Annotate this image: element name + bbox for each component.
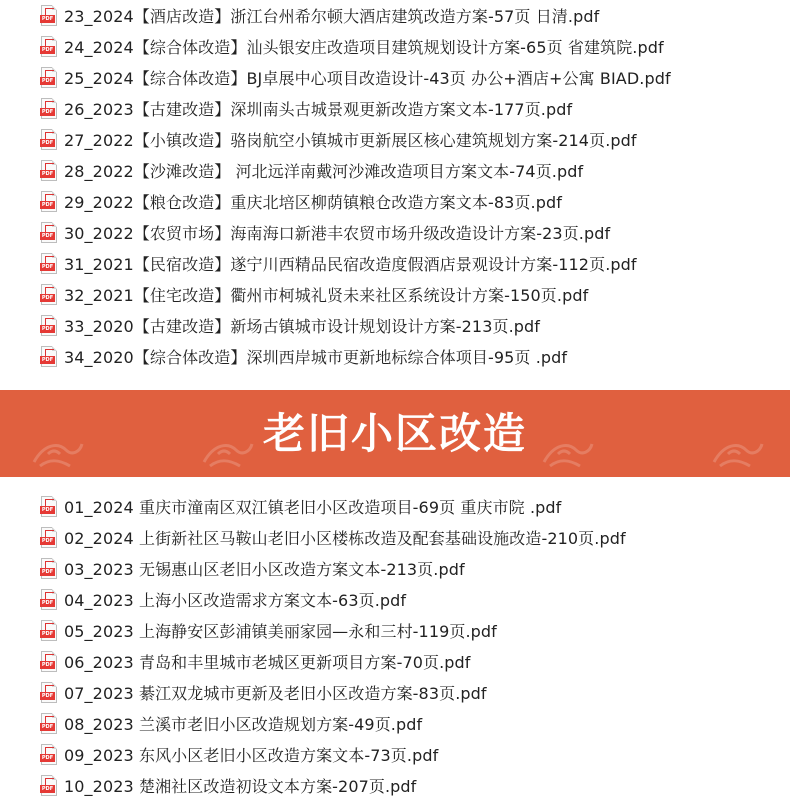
pdf-file-icon: PDF [40, 191, 58, 212]
file-row[interactable] [0, 217, 790, 248]
file-row[interactable] [0, 248, 790, 279]
file-name: 10_2023 楚湘社区改造初设文本方案-207页.pdf [64, 777, 417, 796]
file-name: 33_2020【古建改造】新场古镇城市设计规划设计方案-213页.pdf [64, 317, 541, 336]
file-row[interactable] [0, 341, 790, 372]
pdf-file-icon: PDF [40, 253, 58, 274]
section-title: 老旧小区改造 [262, 409, 527, 458]
file-row[interactable] [0, 646, 790, 677]
file-row[interactable] [0, 310, 790, 341]
file-row[interactable] [0, 186, 790, 217]
file-row[interactable] [0, 0, 790, 31]
file-name: 24_2024【综合体改造】汕头银安庄改造项目建筑规划设计方案-65页 省建筑院.pdf [64, 38, 664, 57]
file-name: 07_2023 綦江双龙城市更新及老旧小区改造方案-83页.pdf [64, 684, 487, 703]
pdf-file-icon: PDF [40, 284, 58, 305]
file-list-bottom [0, 491, 790, 801]
file-row[interactable] [0, 615, 790, 646]
file-row[interactable] [0, 155, 790, 186]
pdf-file-icon: PDF [40, 682, 58, 703]
file-name: 25_2024【综合体改造】BJ卓展中心项目改造设计-43页 办公+酒店+公寓 BIAD.pdf [64, 69, 671, 88]
file-row[interactable] [0, 584, 790, 615]
file-name: 30_2022【农贸市场】海南海口新港丰农贸市场升级改造设计方案-23页.pdf [64, 224, 611, 243]
pdf-file-icon: PDF [40, 496, 58, 517]
file-name: 09_2023 东风小区老旧小区改造方案文本-73页.pdf [64, 746, 439, 765]
pdf-file-icon: PDF [40, 346, 58, 367]
file-row[interactable] [0, 677, 790, 708]
file-name: 01_2024 重庆市潼南区双江镇老旧小区改造项目-69页 重庆市院 .pdf [64, 498, 562, 517]
pdf-file-icon: PDF [40, 67, 58, 88]
file-name: 03_2023 无锡惠山区老旧小区改造方案文本-213页.pdf [64, 560, 465, 579]
pdf-file-icon: PDF [40, 589, 58, 610]
file-row[interactable] [0, 491, 790, 522]
pdf-file-icon: PDF [40, 5, 58, 26]
file-name: 02_2024 上街新社区马鞍山老旧小区楼栋改造及配套基础设施改造-210页.pdf [64, 529, 626, 548]
file-name: 29_2022【粮仓改造】重庆北培区柳荫镇粮仓改造方案文本-83页.pdf [64, 193, 562, 212]
pdf-file-icon: PDF [40, 527, 58, 548]
file-row[interactable] [0, 553, 790, 584]
pdf-file-icon: PDF [40, 775, 58, 796]
file-list-top [0, 0, 790, 372]
pdf-file-icon: PDF [40, 129, 58, 150]
file-name: 28_2022【沙滩改造】 河北远洋南戴河沙滩改造项目方案文本-74页.pdf [64, 162, 584, 181]
file-row[interactable] [0, 708, 790, 739]
file-name: 23_2024【酒店改造】浙江台州希尔顿大酒店建筑改造方案-57页 日清.pdf [64, 7, 600, 26]
file-name: 32_2021【住宅改造】衢州市柯城礼贤未来社区系统设计方案-150页.pdf [64, 286, 589, 305]
pdf-file-icon: PDF [40, 744, 58, 765]
file-row[interactable] [0, 31, 790, 62]
file-row[interactable] [0, 522, 790, 553]
file-row[interactable] [0, 124, 790, 155]
pdf-file-icon: PDF [40, 98, 58, 119]
pdf-file-icon: PDF [40, 36, 58, 57]
file-row[interactable] [0, 93, 790, 124]
section-banner [0, 390, 790, 477]
pdf-file-icon: PDF [40, 222, 58, 243]
pdf-file-icon: PDF [40, 713, 58, 734]
file-name: 04_2023 上海小区改造需求方案文本-63页.pdf [64, 591, 407, 610]
file-name: 05_2023 上海静安区彭浦镇美丽家园—永和三村-119页.pdf [64, 622, 497, 641]
file-row[interactable] [0, 739, 790, 770]
file-name: 26_2023【古建改造】深圳南头古城景观更新改造方案文本-177页.pdf [64, 100, 573, 119]
pdf-file-icon: PDF [40, 160, 58, 181]
file-name: 08_2023 兰溪市老旧小区改造规划方案-49页.pdf [64, 715, 423, 734]
file-name: 27_2022【小镇改造】骆岗航空小镇城市更新展区核心建筑规划方案-214页.pdf [64, 131, 637, 150]
pdf-file-icon: PDF [40, 315, 58, 336]
file-name: 34_2020【综合体改造】深圳西岸城市更新地标综合体项目-95页 .pdf [64, 348, 568, 367]
pdf-file-icon: PDF [40, 620, 58, 641]
file-name: 06_2023 青岛和丰里城市老城区更新项目方案-70页.pdf [64, 653, 471, 672]
file-row[interactable] [0, 279, 790, 310]
file-name: 31_2021【民宿改造】遂宁川西精品民宿改造度假酒店景观设计方案-112页.pdf [64, 255, 637, 274]
file-row[interactable] [0, 62, 790, 93]
file-row[interactable] [0, 770, 790, 801]
pdf-file-icon: PDF [40, 558, 58, 579]
pdf-file-icon: PDF [40, 651, 58, 672]
